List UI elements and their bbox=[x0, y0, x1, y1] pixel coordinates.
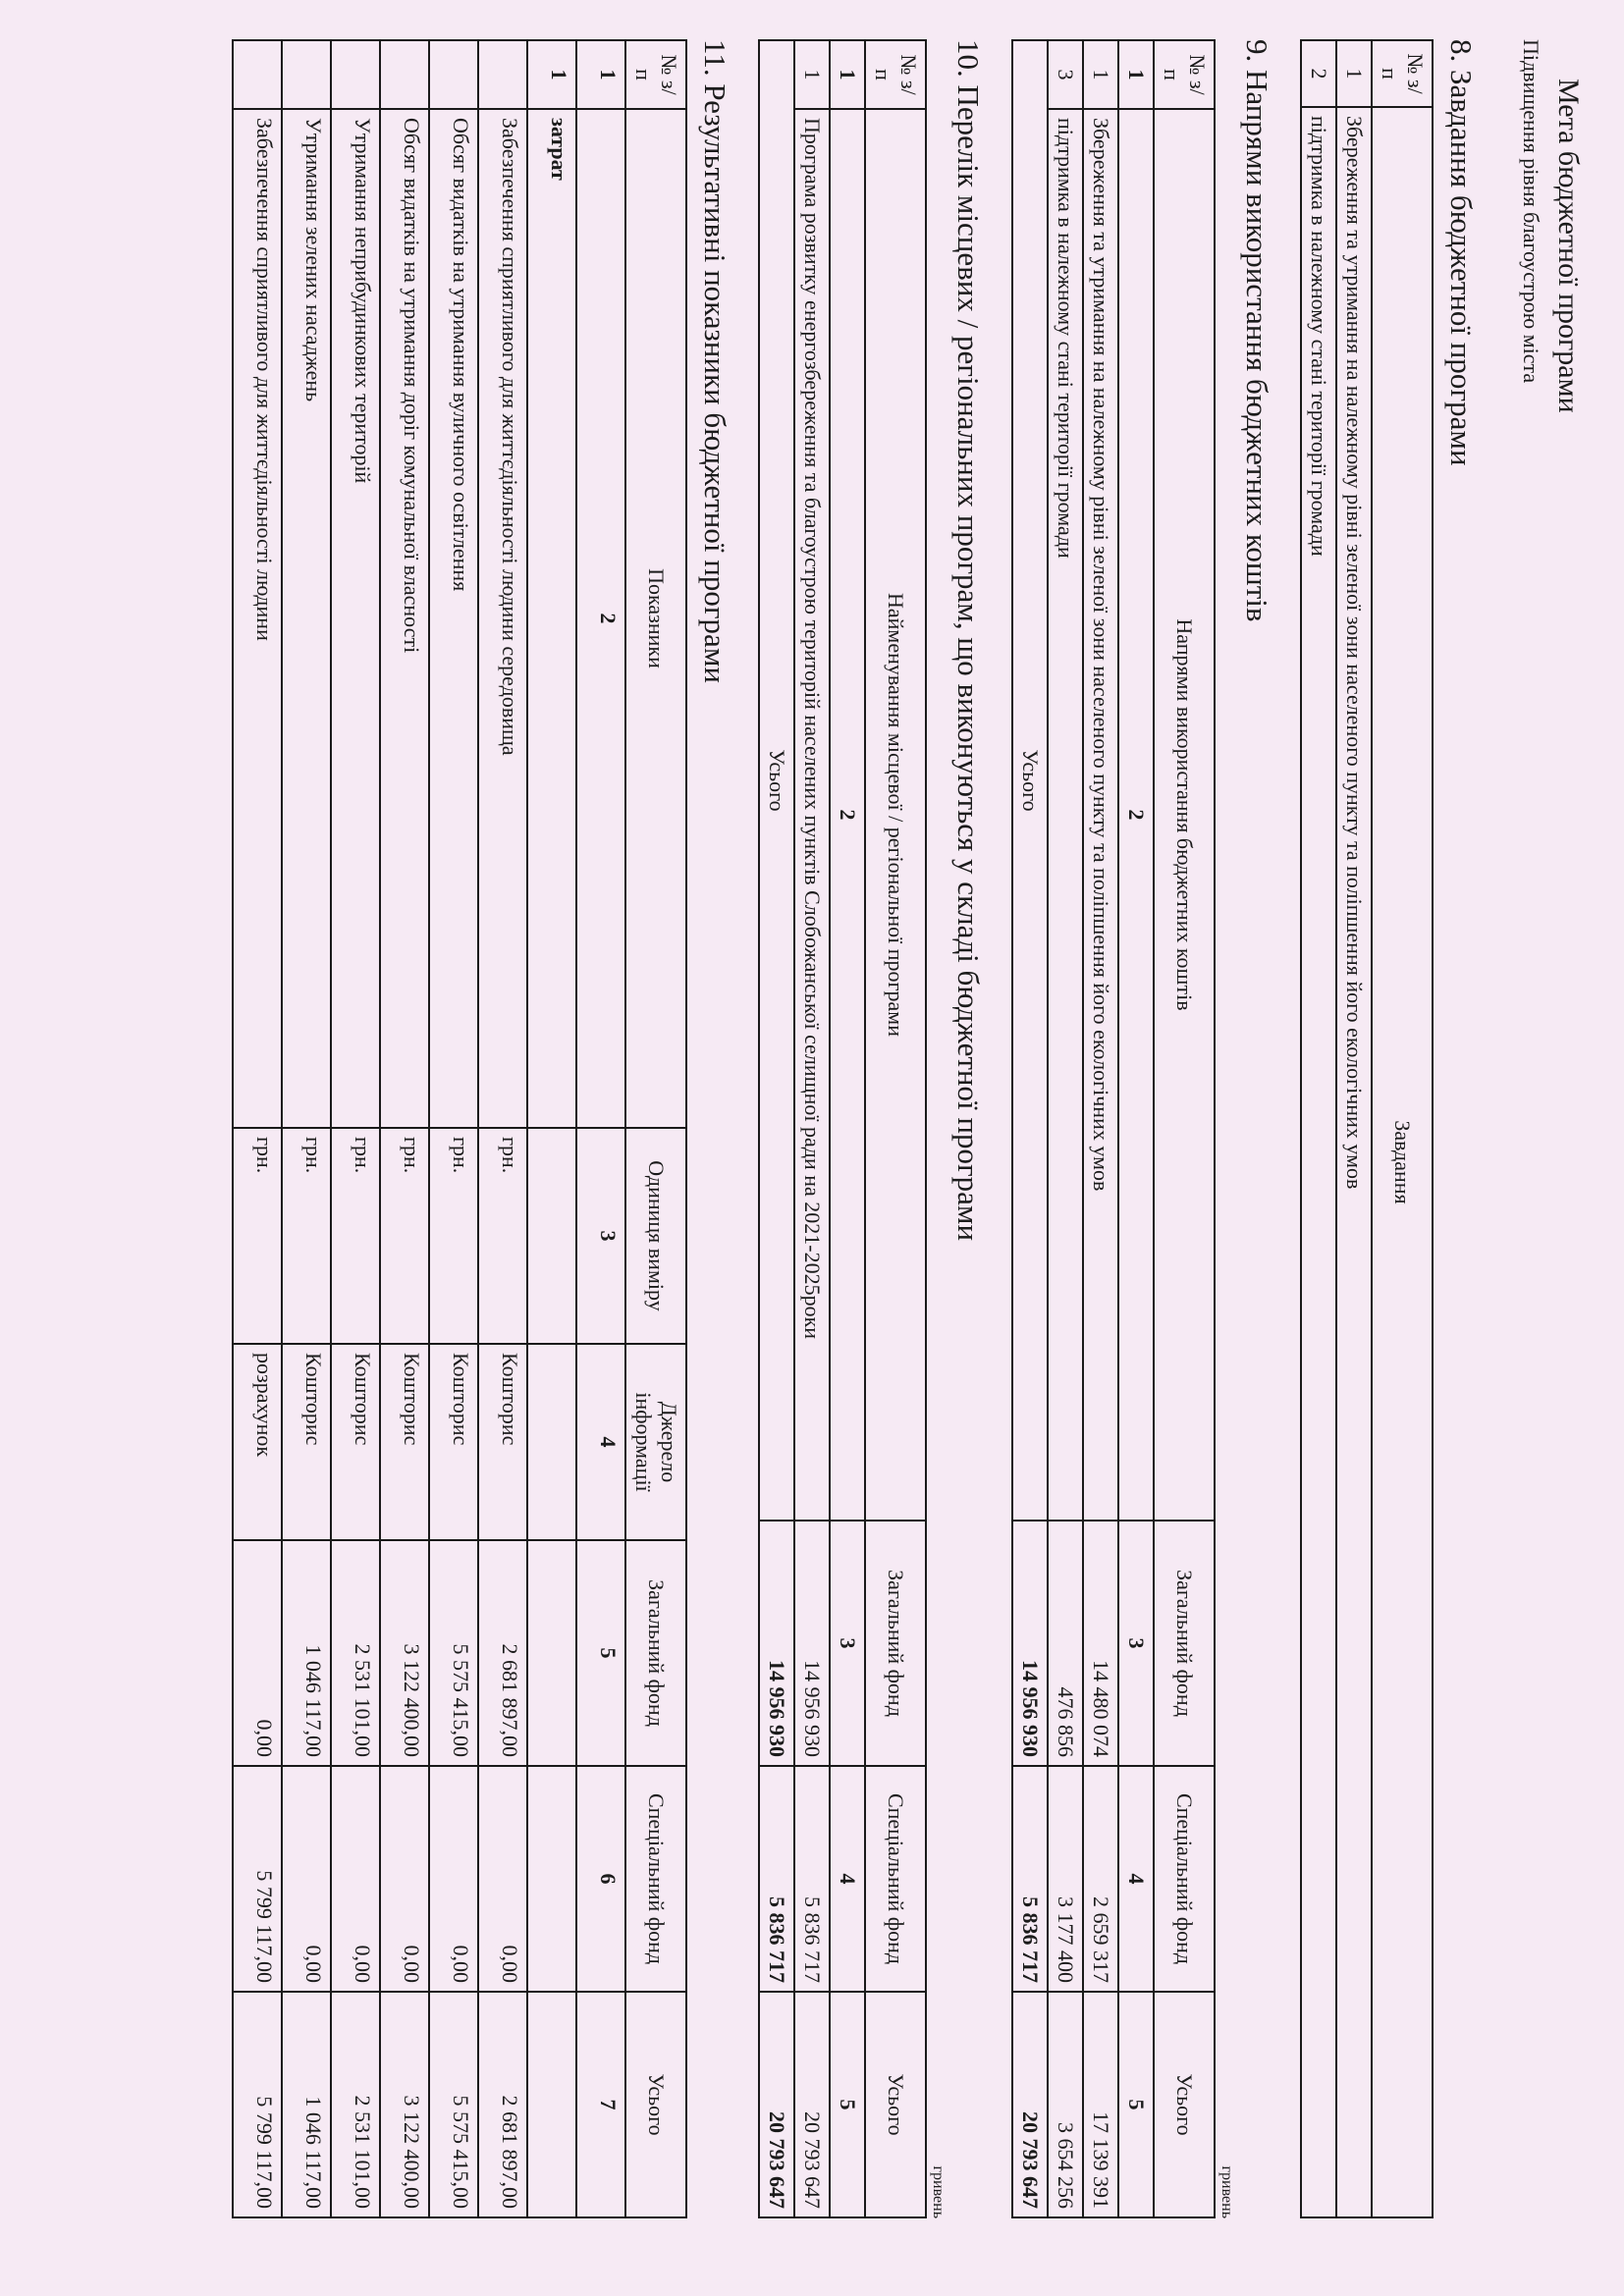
programs-table bbox=[758, 39, 927, 2218]
cell: грн. bbox=[429, 1128, 478, 1344]
cell: 14 956 930 bbox=[794, 1521, 830, 1766]
table-row bbox=[1336, 40, 1372, 2217]
cell: підтримка в належному стані території громади bbox=[1301, 107, 1336, 2217]
cell: 2 531 101,00 bbox=[331, 1992, 380, 2217]
table-row bbox=[1301, 40, 1336, 2217]
table-row bbox=[478, 40, 527, 2217]
cell bbox=[527, 1992, 576, 2217]
cell bbox=[282, 40, 331, 109]
cell: 5 575 415,00 bbox=[429, 1992, 478, 2217]
cell: грн. bbox=[380, 1128, 429, 1344]
group-num: 1 bbox=[527, 40, 576, 109]
table-header-row bbox=[1372, 40, 1433, 2217]
cell: 17 139 391 bbox=[1083, 1992, 1118, 2217]
table-header-row bbox=[865, 40, 926, 2217]
section-8-title: 8. Завдання бюджетної програми bbox=[1444, 39, 1479, 466]
cell bbox=[478, 40, 527, 109]
cell bbox=[331, 40, 380, 109]
header-cell: Спеціальний фонд bbox=[625, 1766, 686, 1992]
index-row bbox=[1118, 40, 1154, 2217]
cell: 3 122 400,00 bbox=[380, 1992, 429, 2217]
table-row bbox=[282, 40, 331, 2217]
cell: 14 956 930 bbox=[759, 1521, 794, 1766]
cell: розрахунок bbox=[233, 1344, 282, 1540]
total-label: Усього bbox=[759, 40, 794, 1521]
index-cell: 6 bbox=[576, 1766, 625, 1992]
index-cell: 5 bbox=[576, 1540, 625, 1766]
cell: 1 bbox=[1083, 40, 1118, 109]
cell: Кошторис bbox=[478, 1344, 527, 1540]
table-row bbox=[794, 40, 830, 2217]
total-row bbox=[1012, 40, 1048, 2217]
group-label: затрат bbox=[527, 109, 576, 1128]
cell: 14 480 074 bbox=[1083, 1521, 1118, 1766]
tasks-table bbox=[1300, 39, 1434, 2218]
page-content bbox=[232, 39, 1585, 2218]
cell: Програма розвитку енергозбереження та благоустрою територій населених пунктів Слобожанської селищної ради на 2021-2025роки bbox=[794, 109, 830, 1521]
cell: грн. bbox=[282, 1128, 331, 1344]
index-cell: 3 bbox=[576, 1128, 625, 1344]
cell: Утримання зелених насаджень bbox=[282, 109, 331, 1128]
table-row bbox=[331, 40, 380, 2217]
table-row bbox=[429, 40, 478, 2217]
header-cell: Загальний фонд bbox=[625, 1540, 686, 1766]
index-cell: 4 bbox=[1118, 1766, 1154, 1992]
group-row bbox=[527, 40, 576, 2217]
index-cell: 2 bbox=[1118, 109, 1154, 1521]
section-10-title: 10. Перелік місцевих / регіональних програм, що виконуються у складі бюджетної програми bbox=[951, 39, 986, 1242]
index-cell: 2 bbox=[830, 109, 865, 1521]
cell: 1 046 117,00 bbox=[282, 1540, 331, 1766]
cell: 5 799 117,00 bbox=[233, 1766, 282, 1992]
cell: 2 681 897,00 bbox=[478, 1540, 527, 1766]
goal-title: Мета бюджетної програми bbox=[1552, 79, 1585, 413]
index-cell: 5 bbox=[1118, 1992, 1154, 2217]
cell: Збереження та утримання на належному рівні зеленої зони населеного пункту та поліпшення його екологічних умов bbox=[1083, 109, 1118, 1521]
cell: Утримання неприбудинкових територій bbox=[331, 109, 380, 1128]
total-row bbox=[759, 40, 794, 2217]
cell: 5 575 415,00 bbox=[429, 1540, 478, 1766]
header-cell: Найменування місцевої / регіональної програми bbox=[865, 109, 926, 1521]
cell: 2 681 897,00 bbox=[478, 1992, 527, 2217]
cell: Кошторис bbox=[282, 1344, 331, 1540]
cell: 14 956 930 bbox=[1012, 1521, 1048, 1766]
header-cell: № з/п bbox=[865, 40, 926, 109]
total-label: Усього bbox=[1012, 40, 1048, 1521]
header-cell: Загальний фонд bbox=[865, 1521, 926, 1766]
index-cell: 3 bbox=[830, 1521, 865, 1766]
cell: 0,00 bbox=[478, 1766, 527, 1992]
cell: 5 836 717 bbox=[1012, 1766, 1048, 1992]
cell: 2 659 317 bbox=[1083, 1766, 1118, 1992]
cell: 5 836 717 bbox=[759, 1766, 794, 1992]
cell bbox=[527, 1766, 576, 1992]
header-cell: Усього bbox=[1154, 1992, 1215, 2217]
cell: 1 bbox=[794, 40, 830, 109]
index-row bbox=[576, 40, 625, 2217]
header-cell: Напрями використання бюджетних коштів bbox=[1154, 109, 1215, 1521]
index-cell: 1 bbox=[576, 40, 625, 109]
cell bbox=[527, 1540, 576, 1766]
cell: Забезпечення сприятливого для життєдіяльності людини bbox=[233, 109, 282, 1128]
header-cell: Усього bbox=[865, 1992, 926, 2217]
table-row bbox=[233, 40, 282, 2217]
header-cell: Загальний фонд bbox=[1154, 1521, 1215, 1766]
table-row bbox=[380, 40, 429, 2217]
cell: 5 799 117,00 bbox=[233, 1992, 282, 2217]
header-cell: Усього bbox=[625, 1992, 686, 2217]
cell: 1 046 117,00 bbox=[282, 1992, 331, 2217]
cell bbox=[233, 40, 282, 109]
cell: 0,00 bbox=[331, 1766, 380, 1992]
cell: 1 bbox=[1336, 40, 1372, 107]
indicators-table bbox=[232, 39, 687, 2218]
cell: Обсяг видатків на утримання вуличного освітлення bbox=[429, 109, 478, 1128]
header-num: № з/п bbox=[1372, 40, 1433, 107]
unit-label: гривень bbox=[1218, 2165, 1235, 2218]
header-cell: Спеціальний фонд bbox=[865, 1766, 926, 1992]
cell: Кошторис bbox=[380, 1344, 429, 1540]
header-cell: Джерело інформації bbox=[625, 1344, 686, 1540]
cell: грн. bbox=[233, 1128, 282, 1344]
index-cell: 3 bbox=[1118, 1521, 1154, 1766]
cell: грн. bbox=[331, 1128, 380, 1344]
cell bbox=[527, 1128, 576, 1344]
cell bbox=[527, 1344, 576, 1540]
cell: підтримка в належному стані території громади bbox=[1048, 109, 1083, 1521]
cell: Кошторис bbox=[331, 1344, 380, 1540]
index-cell: 2 bbox=[576, 109, 625, 1128]
cell: Кошторис bbox=[429, 1344, 478, 1540]
cell: 0,00 bbox=[282, 1766, 331, 1992]
cell: 0,00 bbox=[233, 1540, 282, 1766]
header-cell: Показники bbox=[625, 109, 686, 1128]
table-row bbox=[1048, 40, 1083, 2217]
cell: 2 bbox=[1301, 40, 1336, 107]
index-cell: 1 bbox=[830, 40, 865, 109]
index-row bbox=[830, 40, 865, 2217]
cell: 3 654 256 bbox=[1048, 1992, 1083, 2217]
cell: 3 122 400,00 bbox=[380, 1540, 429, 1766]
table-header-row bbox=[625, 40, 686, 2217]
header-cell: Спеціальний фонд bbox=[1154, 1766, 1215, 1992]
index-cell: 7 bbox=[576, 1992, 625, 2217]
cell: грн. bbox=[478, 1128, 527, 1344]
cell bbox=[429, 40, 478, 109]
header-cell: № з/п bbox=[1154, 40, 1215, 109]
table-header-row bbox=[1154, 40, 1215, 2217]
cell: 20 793 647 bbox=[794, 1992, 830, 2217]
section-11-title: 11. Результативні показники бюджетної програми bbox=[698, 39, 732, 684]
cell: Обсяг видатків на утримання доріг комунальної власності bbox=[380, 109, 429, 1128]
cell: 0,00 bbox=[429, 1766, 478, 1992]
cell: 476 856 bbox=[1048, 1521, 1083, 1766]
index-cell: 5 bbox=[830, 1992, 865, 2217]
cell: 5 836 717 bbox=[794, 1766, 830, 1992]
cell bbox=[380, 40, 429, 109]
index-cell: 1 bbox=[1118, 40, 1154, 109]
cell: 2 531 101,00 bbox=[331, 1540, 380, 1766]
cell: 20 793 647 bbox=[1012, 1992, 1048, 2217]
cell: 3 177 400 bbox=[1048, 1766, 1083, 1992]
index-cell: 4 bbox=[576, 1344, 625, 1540]
index-cell: 4 bbox=[830, 1766, 865, 1992]
unit-label: гривень bbox=[930, 2165, 947, 2218]
directions-table bbox=[1011, 39, 1216, 2218]
section-9-title: 9. Напрями використання бюджетних коштів bbox=[1240, 39, 1274, 622]
cell: Збереження та утримання на належному рівні зеленої зони населеного пункту та поліпшення його екологічних умов bbox=[1336, 107, 1372, 2217]
cell: 20 793 647 bbox=[759, 1992, 794, 2217]
cell: 0,00 bbox=[380, 1766, 429, 1992]
table-row bbox=[1083, 40, 1118, 2217]
header-task: Завдання bbox=[1372, 107, 1433, 2217]
cell: 3 bbox=[1048, 40, 1083, 109]
cell: Забезпечення сприятливого для життєдіяльності людини середовища bbox=[478, 109, 527, 1128]
header-cell: № з/п bbox=[625, 40, 686, 109]
header-cell: Одиниця виміру bbox=[625, 1128, 686, 1344]
goal-text: Підвищення рівня благоустрою міста bbox=[1519, 39, 1543, 384]
